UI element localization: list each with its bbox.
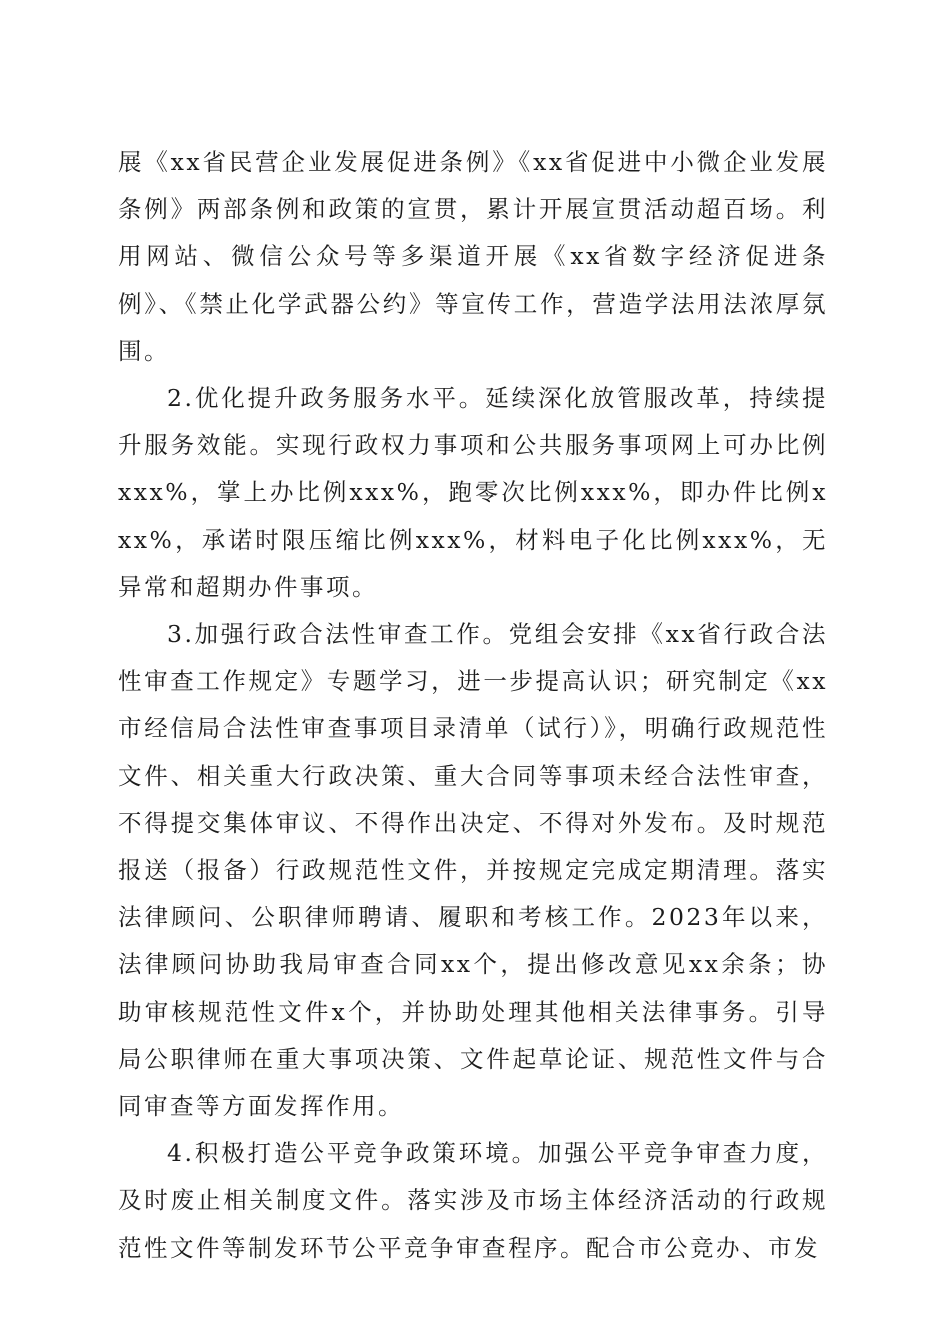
document-body bbox=[118, 139, 828, 1272]
paragraph-item-3: 3.加强行政合法性审查工作。党组会安排《xx省行政合法性审查工作规定》专题学习，进一步提高认识；研究制定《xx市经信局合法性审查事项目录清单（试行）》，明确行政规范性文件、相关重大行政决策、重大合同等事项未经合法性审查，不得提交集体审议、不得作出决定、不得对外发布。及时规范报送（报备）行政规范性文件，并按规定完成定期清理。落实法律顾问、公职律师聘请、履职和考核工作。2023年以来，法律顾问协助我局审查合同xx个，提出修改意见xx余条；协助审核规范性文件x个，并协助处理其他相关法律事务。引导局公职律师在重大事项决策、文件起草论证、规范性文件与合同审查等方面发挥作用。 bbox=[118, 620, 828, 1121]
paragraph-item-4: 4.积极打造公平竞争政策环境。加强公平竞争审查力度，及时废止相关制度文件。落实涉及市场主体经济活动的行政规范性文件等制发环节公平竞争审查程序。配合市公竞办、市发 bbox=[118, 1139, 828, 1262]
paragraph-continuation: 展《xx省民营企业发展促进条例》《xx省促进中小微企业发展条例》两部条例和政策的宣贯，累计开展宣贯活动超百场。利用网站、微信公众号等多渠道开展《xx省数字经济促进条例》、《禁止化学武器公约》等宣传工作，营造学法用法浓厚氛围。 bbox=[118, 148, 828, 365]
paragraph-item-2: 2.优化提升政务服务水平。延续深化放管服改革，持续提升服务效能。实现行政权力事项和公共服务事项网上可办比例xxx%，掌上办比例xxx%，跑零次比例xxx%，即办件比例xxx%，承诺时限压缩比例xxx%，材料电子化比例xxx%，无异常和超期办件事项。 bbox=[118, 384, 828, 601]
